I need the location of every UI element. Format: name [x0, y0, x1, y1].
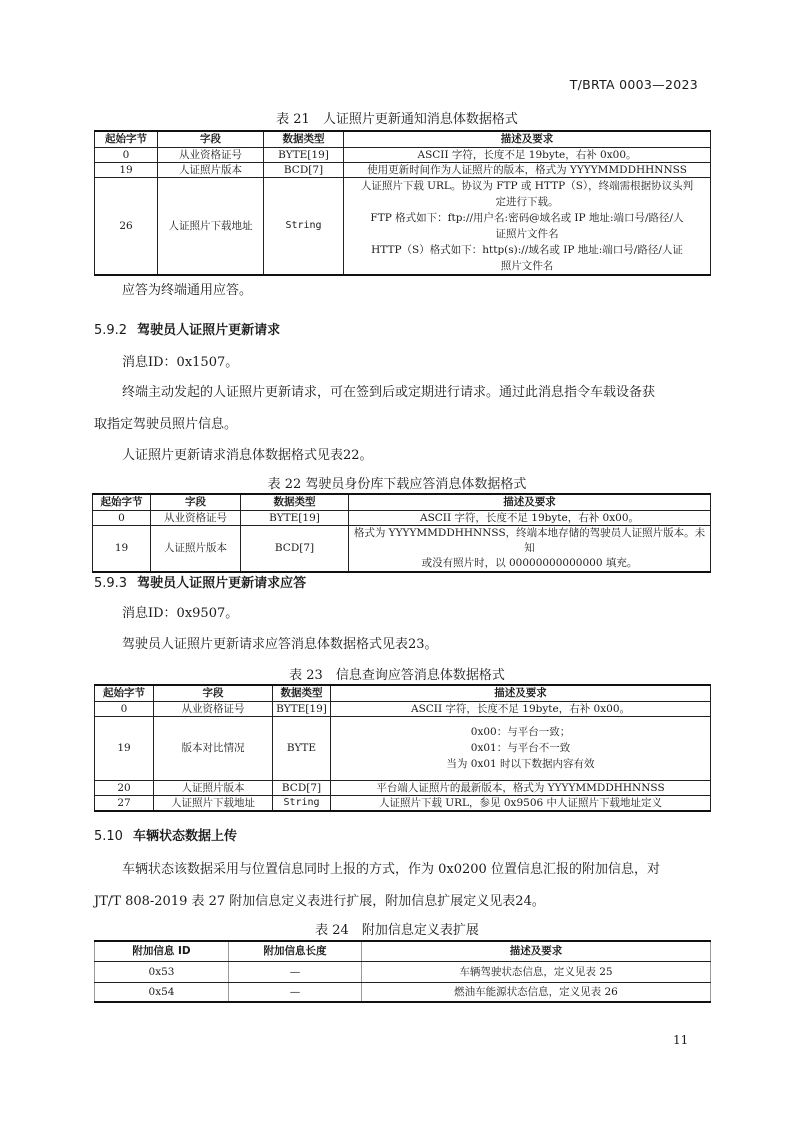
column-header: 附加信息长度	[229, 941, 362, 961]
table-row	[95, 982, 711, 1002]
cell-desc	[349, 525, 711, 572]
desc-line: 格式为 YYYYMMDDHHNNSS，终端本地存储的驾驶员人证照片版本。未知	[353, 526, 706, 554]
cell-desc: ASCII 字符，长度不足 19byte，右补 0x00。	[344, 147, 711, 162]
column-header: 附加信息 ID	[95, 941, 229, 961]
paragraph: 驾驶员人证照片更新请求应答消息体数据格式见表23。	[122, 637, 438, 652]
table-row	[95, 780, 711, 795]
cell-type: BCD[7]	[241, 525, 349, 572]
desc-line: 0x00：与平台一致；	[470, 726, 571, 738]
table-row	[95, 147, 711, 162]
desc-line: 或没有照片时，以 00000000000000 填充。	[421, 556, 638, 569]
paragraph: 车辆状态该数据采用与位置信息同时上报的方式，作为 0x0200 位置信息汇报的附加信息，对	[122, 862, 660, 877]
section-number: 5.10	[94, 829, 123, 844]
table-row	[95, 701, 711, 716]
cell-length: —	[229, 961, 362, 982]
table-row	[93, 525, 711, 572]
paragraph: 取指定驾驶员照片信息。	[94, 417, 238, 432]
table-22	[92, 493, 711, 573]
cell-type: BYTE[19]	[273, 701, 331, 716]
cell-field: 人证照片版本	[154, 780, 273, 795]
table-row	[93, 510, 711, 525]
column-header: 数据类型	[241, 494, 349, 510]
table-row	[95, 716, 711, 780]
table-21-caption: 表 21 人证照片更新通知消息体数据格式	[276, 112, 518, 127]
paragraph: JT/T 808-2019 表 27 附加信息定义表进行扩展，附加信息扩展定义见表24。	[94, 894, 545, 909]
cell-start-byte: 0	[93, 510, 151, 525]
column-header: 字段	[151, 494, 241, 510]
column-header: 描述及要求	[362, 941, 711, 961]
cell-desc: 人证照片下载 URL，参见 0x9506 中人证照片下载地址定义	[331, 795, 711, 811]
paragraph: 应答为终端通用应答。	[122, 283, 253, 298]
column-header: 起始字节	[95, 685, 154, 701]
column-header: 描述及要求	[349, 494, 711, 510]
desc-line: HTTP（S）格式如下：http(s)://域名或 IP 地址:端口号/路径/人证	[371, 243, 683, 256]
cell-start-byte: 19	[95, 716, 154, 780]
page-number: 11	[673, 1033, 689, 1047]
section-title: 车辆状态数据上传	[132, 829, 237, 844]
cell-desc: ASCII 字符，长度不足 19byte，右补 0x00。	[349, 510, 711, 525]
table-header-row	[95, 685, 711, 701]
column-header: 起始字节	[95, 131, 158, 147]
column-header: 起始字节	[93, 494, 151, 510]
cell-id: 0x54	[95, 982, 229, 1002]
column-header: 描述及要求	[331, 685, 711, 701]
cell-field: 人证照片下载地址	[154, 795, 273, 811]
cell-type: String	[273, 795, 331, 811]
cell-start-byte: 19	[93, 525, 151, 572]
cell-id: 0x53	[95, 961, 229, 982]
table-row	[95, 177, 711, 275]
cell-start-byte: 20	[95, 780, 154, 795]
cell-start-byte: 27	[95, 795, 154, 811]
section-title: 驾驶员人证照片更新请求	[137, 323, 281, 338]
cell-type: BYTE[19]	[264, 147, 344, 162]
cell-type: BYTE	[273, 716, 331, 780]
section-number: 5.9.3	[94, 576, 128, 591]
paragraph: 消息ID：0x1507。	[122, 355, 239, 370]
table-row	[95, 795, 711, 811]
table-24	[94, 940, 711, 1003]
cell-type: BCD[7]	[273, 780, 331, 795]
cell-field: 人证照片版本	[151, 525, 241, 572]
cell-field: 从业资格证号	[151, 510, 241, 525]
column-header: 字段	[154, 685, 273, 701]
desc-line: 人证照片下载 URL。协议为 FTP 或 HTTP（S），终端需根据协议头判	[360, 179, 694, 192]
cell-field: 版本对比情况	[154, 716, 273, 780]
paragraph: 人证照片更新请求消息体数据格式见表22。	[122, 448, 373, 463]
table-23-caption: 表 23 信息查询应答消息体数据格式	[289, 668, 505, 683]
cell-field: 从业资格证号	[154, 701, 273, 716]
cell-field: 人证照片版本	[158, 162, 264, 177]
table-header-row	[95, 941, 711, 961]
desc-line: FTP 格式如下：ftp://用户名:密码@域名或 IP 地址:端口号/路径/人	[370, 211, 684, 224]
table-24-caption: 表 24 附加信息定义表扩展	[315, 923, 479, 938]
cell-desc: 使用更新时间作为人证照片的版本，格式为 YYYYMMDDHHNNSS	[344, 162, 711, 177]
cell-desc	[344, 177, 711, 275]
table-22-caption: 表 22 驾驶员身份库下载应答消息体数据格式	[267, 477, 527, 492]
table-row	[95, 961, 711, 982]
table-21	[94, 130, 711, 276]
cell-field: 从业资格证号	[158, 147, 264, 162]
cell-desc: 平台端人证照片的最新版本，格式为 YYYYMMDDHHNNSS	[331, 780, 711, 795]
cell-desc: 车辆驾驶状态信息，定义见表 25	[362, 961, 711, 982]
table-header-row	[95, 131, 711, 147]
section-heading-5-10	[94, 825, 237, 844]
cell-length: —	[229, 982, 362, 1002]
cell-type: BCD[7]	[264, 162, 344, 177]
cell-start-byte: 19	[95, 162, 158, 177]
cell-desc: ASCII 字符，长度不足 19byte，右补 0x00。	[331, 701, 711, 716]
desc-line: 当为 0x01 时以下数据内容有效	[446, 758, 595, 770]
desc-line: 定进行下载。	[495, 195, 559, 208]
section-number: 5.9.2	[94, 323, 128, 338]
paragraph: 终端主动发起的人证照片更新请求，可在签到后或定期进行请求。通过此消息指令车载设备获	[122, 385, 656, 400]
paragraph: 消息ID：0x9507。	[122, 606, 239, 621]
cell-start-byte: 0	[95, 701, 154, 716]
document-number: T/BRTA 0003—2023	[569, 77, 698, 92]
section-title: 驾驶员人证照片更新请求应答	[137, 576, 307, 591]
cell-desc: 燃油车能源状态信息，定义见表 26	[362, 982, 711, 1002]
cell-field: 人证照片下载地址	[158, 177, 264, 275]
section-heading-5-9-2	[94, 319, 280, 338]
column-header: 数据类型	[264, 131, 344, 147]
cell-type: BYTE[19]	[241, 510, 349, 525]
column-header: 描述及要求	[344, 131, 711, 147]
cell-type: String	[264, 177, 344, 275]
cell-start-byte: 0	[95, 147, 158, 162]
table-23	[94, 684, 711, 812]
column-header: 数据类型	[273, 685, 331, 701]
cell-start-byte: 26	[95, 177, 158, 275]
cell-desc	[331, 716, 711, 780]
desc-line: 0x01：与平台不一致	[470, 742, 571, 754]
column-header: 字段	[158, 131, 264, 147]
desc-line: 照片文件名	[500, 259, 554, 272]
desc-line: 证照片文件名	[495, 227, 559, 240]
table-row	[95, 162, 711, 177]
section-heading-5-9-3	[94, 572, 306, 591]
table-header-row	[93, 494, 711, 510]
